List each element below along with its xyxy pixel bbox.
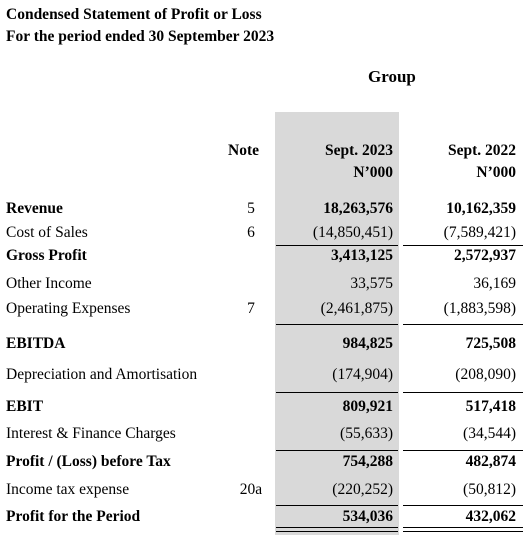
- row-value-current-interest-finance-charges: (55,633): [340, 425, 393, 442]
- row-value-current-revenue: 18,263,576: [323, 200, 393, 217]
- row-label-profit-loss-before-tax: Profit / (Loss) before Tax: [6, 453, 171, 470]
- current-unit-header: N’000: [353, 164, 393, 181]
- row-note-income-tax-expense: 20a: [239, 481, 263, 498]
- row-note-operating-expenses: 7: [247, 300, 255, 317]
- row-value-current-operating-expenses: (2,461,875): [320, 300, 393, 317]
- row-value-prior-depreciation-and-amortisation: (208,090): [455, 366, 516, 383]
- row-value-prior-ebitda: 725,508: [465, 335, 516, 352]
- gross-profit-rule-prior: [403, 245, 523, 246]
- prior-unit-header: N’000: [476, 164, 516, 181]
- profit-double-rule-2-current: [276, 531, 398, 532]
- row-note-revenue: 5: [247, 200, 255, 217]
- row-value-current-income-tax-expense: (220,252): [332, 481, 393, 498]
- row-label-interest-finance-charges: Interest & Finance Charges: [6, 425, 176, 442]
- row-label-operating-expenses: Operating Expenses: [6, 300, 131, 317]
- gross-profit-rule-current: [276, 245, 398, 246]
- row-value-prior-profit-loss-before-tax: 482,874: [465, 453, 516, 470]
- row-value-prior-other-income: 36,169: [473, 275, 516, 292]
- row-note-cost-of-sales: 6: [247, 224, 255, 241]
- row-value-current-ebitda: 984,825: [342, 335, 393, 352]
- profit-double-rule-1-current: [276, 527, 398, 528]
- ebit-rule-current: [276, 392, 398, 393]
- row-label-profit-for-the-period: Profit for the Period: [6, 508, 141, 525]
- group-heading: Group: [368, 67, 416, 86]
- profit-double-rule-1-prior: [403, 527, 523, 528]
- prior-period-header: Sept. 2022: [447, 142, 516, 159]
- pbt-rule-current: [276, 450, 398, 451]
- row-label-ebitda: EBITDA: [6, 335, 66, 352]
- statement-title: Condensed Statement of Profit or Loss: [6, 6, 262, 23]
- pbt-rule-prior: [403, 450, 523, 451]
- row-value-prior-cost-of-sales: (7,589,421): [443, 224, 516, 241]
- row-value-prior-ebit: 517,418: [465, 398, 516, 415]
- row-value-prior-operating-expenses: (1,883,598): [443, 300, 516, 317]
- row-value-prior-interest-finance-charges: (34,544): [463, 425, 516, 442]
- note-column-header: Note: [228, 142, 259, 159]
- row-value-prior-income-tax-expense: (50,812): [463, 481, 516, 498]
- ebit-rule-prior: [403, 392, 523, 393]
- row-label-depreciation-and-amortisation: Depreciation and Amortisation: [6, 366, 198, 383]
- row-label-income-tax-expense: Income tax expense: [6, 481, 130, 498]
- row-value-current-gross-profit: 3,413,125: [331, 247, 393, 264]
- ebitda-rule-current: [276, 324, 398, 325]
- profit-top-rule-prior: [403, 505, 523, 506]
- row-value-prior-profit-for-the-period: 432,062: [465, 508, 516, 525]
- row-value-current-profit-loss-before-tax: 754,288: [342, 453, 393, 470]
- profit-top-rule-current: [276, 505, 398, 506]
- row-value-current-depreciation-and-amortisation: (174,904): [332, 366, 393, 383]
- row-label-other-income: Other Income: [6, 275, 92, 292]
- row-value-prior-revenue: 10,162,359: [446, 200, 516, 217]
- profit-double-rule-2-prior: [403, 531, 523, 532]
- row-label-revenue: Revenue: [6, 200, 63, 217]
- row-label-gross-profit: Gross Profit: [6, 247, 87, 264]
- ebitda-rule-prior: [403, 324, 523, 325]
- row-value-current-cost-of-sales: (14,850,451): [312, 224, 393, 241]
- row-label-cost-of-sales: Cost of Sales: [6, 224, 88, 241]
- current-period-header: Sept. 2023: [324, 142, 393, 159]
- statement-period: For the period ended 30 September 2023: [6, 28, 275, 45]
- row-value-current-ebit: 809,921: [342, 398, 393, 415]
- row-value-current-profit-for-the-period: 534,036: [342, 508, 393, 525]
- row-value-current-other-income: 33,575: [350, 275, 393, 292]
- row-value-prior-gross-profit: 2,572,937: [454, 247, 516, 264]
- row-label-ebit: EBIT: [6, 398, 44, 415]
